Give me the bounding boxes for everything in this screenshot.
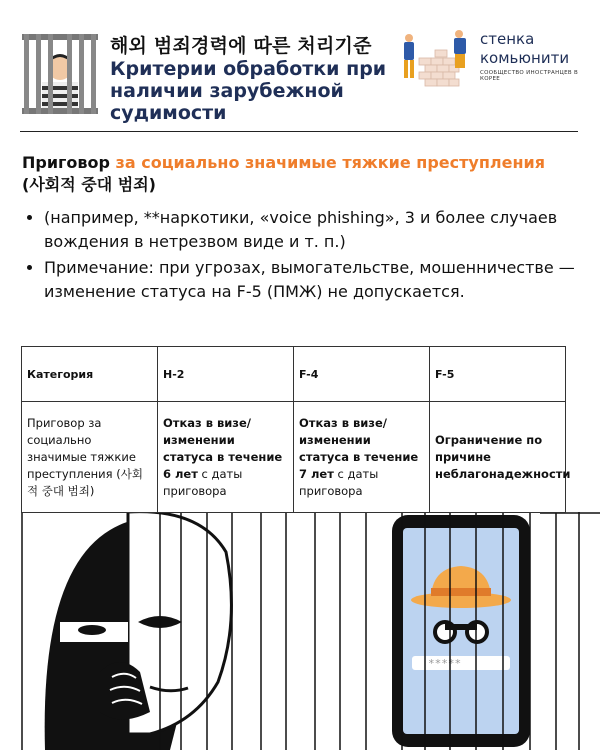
criminal-behind-bars-illustration: [0, 512, 600, 750]
title-russian: [110, 58, 410, 124]
masked-criminal-icon: [45, 512, 232, 750]
h2-cell-rest: с даты приговора: [163, 466, 243, 498]
table-header-cell: F-4: [294, 347, 430, 402]
header: [0, 0, 600, 132]
builders-wall-icon: [395, 28, 475, 90]
category-cell: Приговор за социально значимые тяжкие преступления (사회적 중대 범죄): [22, 402, 158, 513]
table-header-cell: Категория: [22, 347, 158, 402]
h2-cell-bold: Отказ в визе/ изменении статуса в течение 6 лет: [163, 415, 283, 481]
criteria-table: [21, 346, 571, 513]
password-mask: *****: [428, 657, 462, 670]
section-heading: [22, 152, 582, 174]
brand-name-line: комьюнити: [480, 49, 570, 67]
table-header-cell: F-5: [430, 347, 566, 402]
main-section: [22, 152, 582, 306]
brand-name-line: стенка: [480, 30, 535, 48]
f5-cell: Ограничение по причине неблагонадежности: [430, 402, 566, 513]
f4-cell: [294, 402, 430, 513]
h2-cell: [158, 402, 294, 513]
header-divider: [20, 131, 578, 132]
prisoner-in-jail-icon: [22, 34, 98, 114]
brand-logo: [480, 30, 600, 82]
title-russian-line: Критерии обработки при: [110, 58, 387, 80]
bullet-item: • (например, **наркотики, «voice phishing», 3 и более случаев вождения в нетрезвом виде и т. п.): [44, 206, 582, 254]
heading-prefix: Приговор: [22, 153, 116, 172]
title-korean: 해외 범죄경력에 따른 처리기준: [110, 35, 372, 57]
table-row: [22, 402, 566, 513]
f4-cell-bold: Отказ в визе/ изменении статуса в течение 7 лет: [299, 415, 419, 481]
section-heading-korean: (사회적 중대 범죄): [22, 175, 156, 194]
bullet-item: • Примечание: при угрозах, вымогательстве, мошенничестве — изменение статуса на F-5 (ПМЖ) не допускается.: [44, 256, 582, 304]
table-header-row: [22, 347, 566, 402]
title-russian-line: наличии зарубежной: [110, 80, 344, 102]
phone-phishing-icon: [392, 515, 530, 747]
f4-cell-rest: с даты приговора: [299, 466, 379, 498]
brand-tagline: СООБЩЕСТВО ИНОСТРАНЦЕВ В КОРЕЕ: [480, 70, 579, 82]
table-header-cell: H-2: [158, 347, 294, 402]
title-russian-line: судимости: [110, 102, 227, 124]
heading-accent: за социально значимые тяжкие преступления: [115, 153, 545, 172]
bullet-list: [22, 206, 582, 304]
